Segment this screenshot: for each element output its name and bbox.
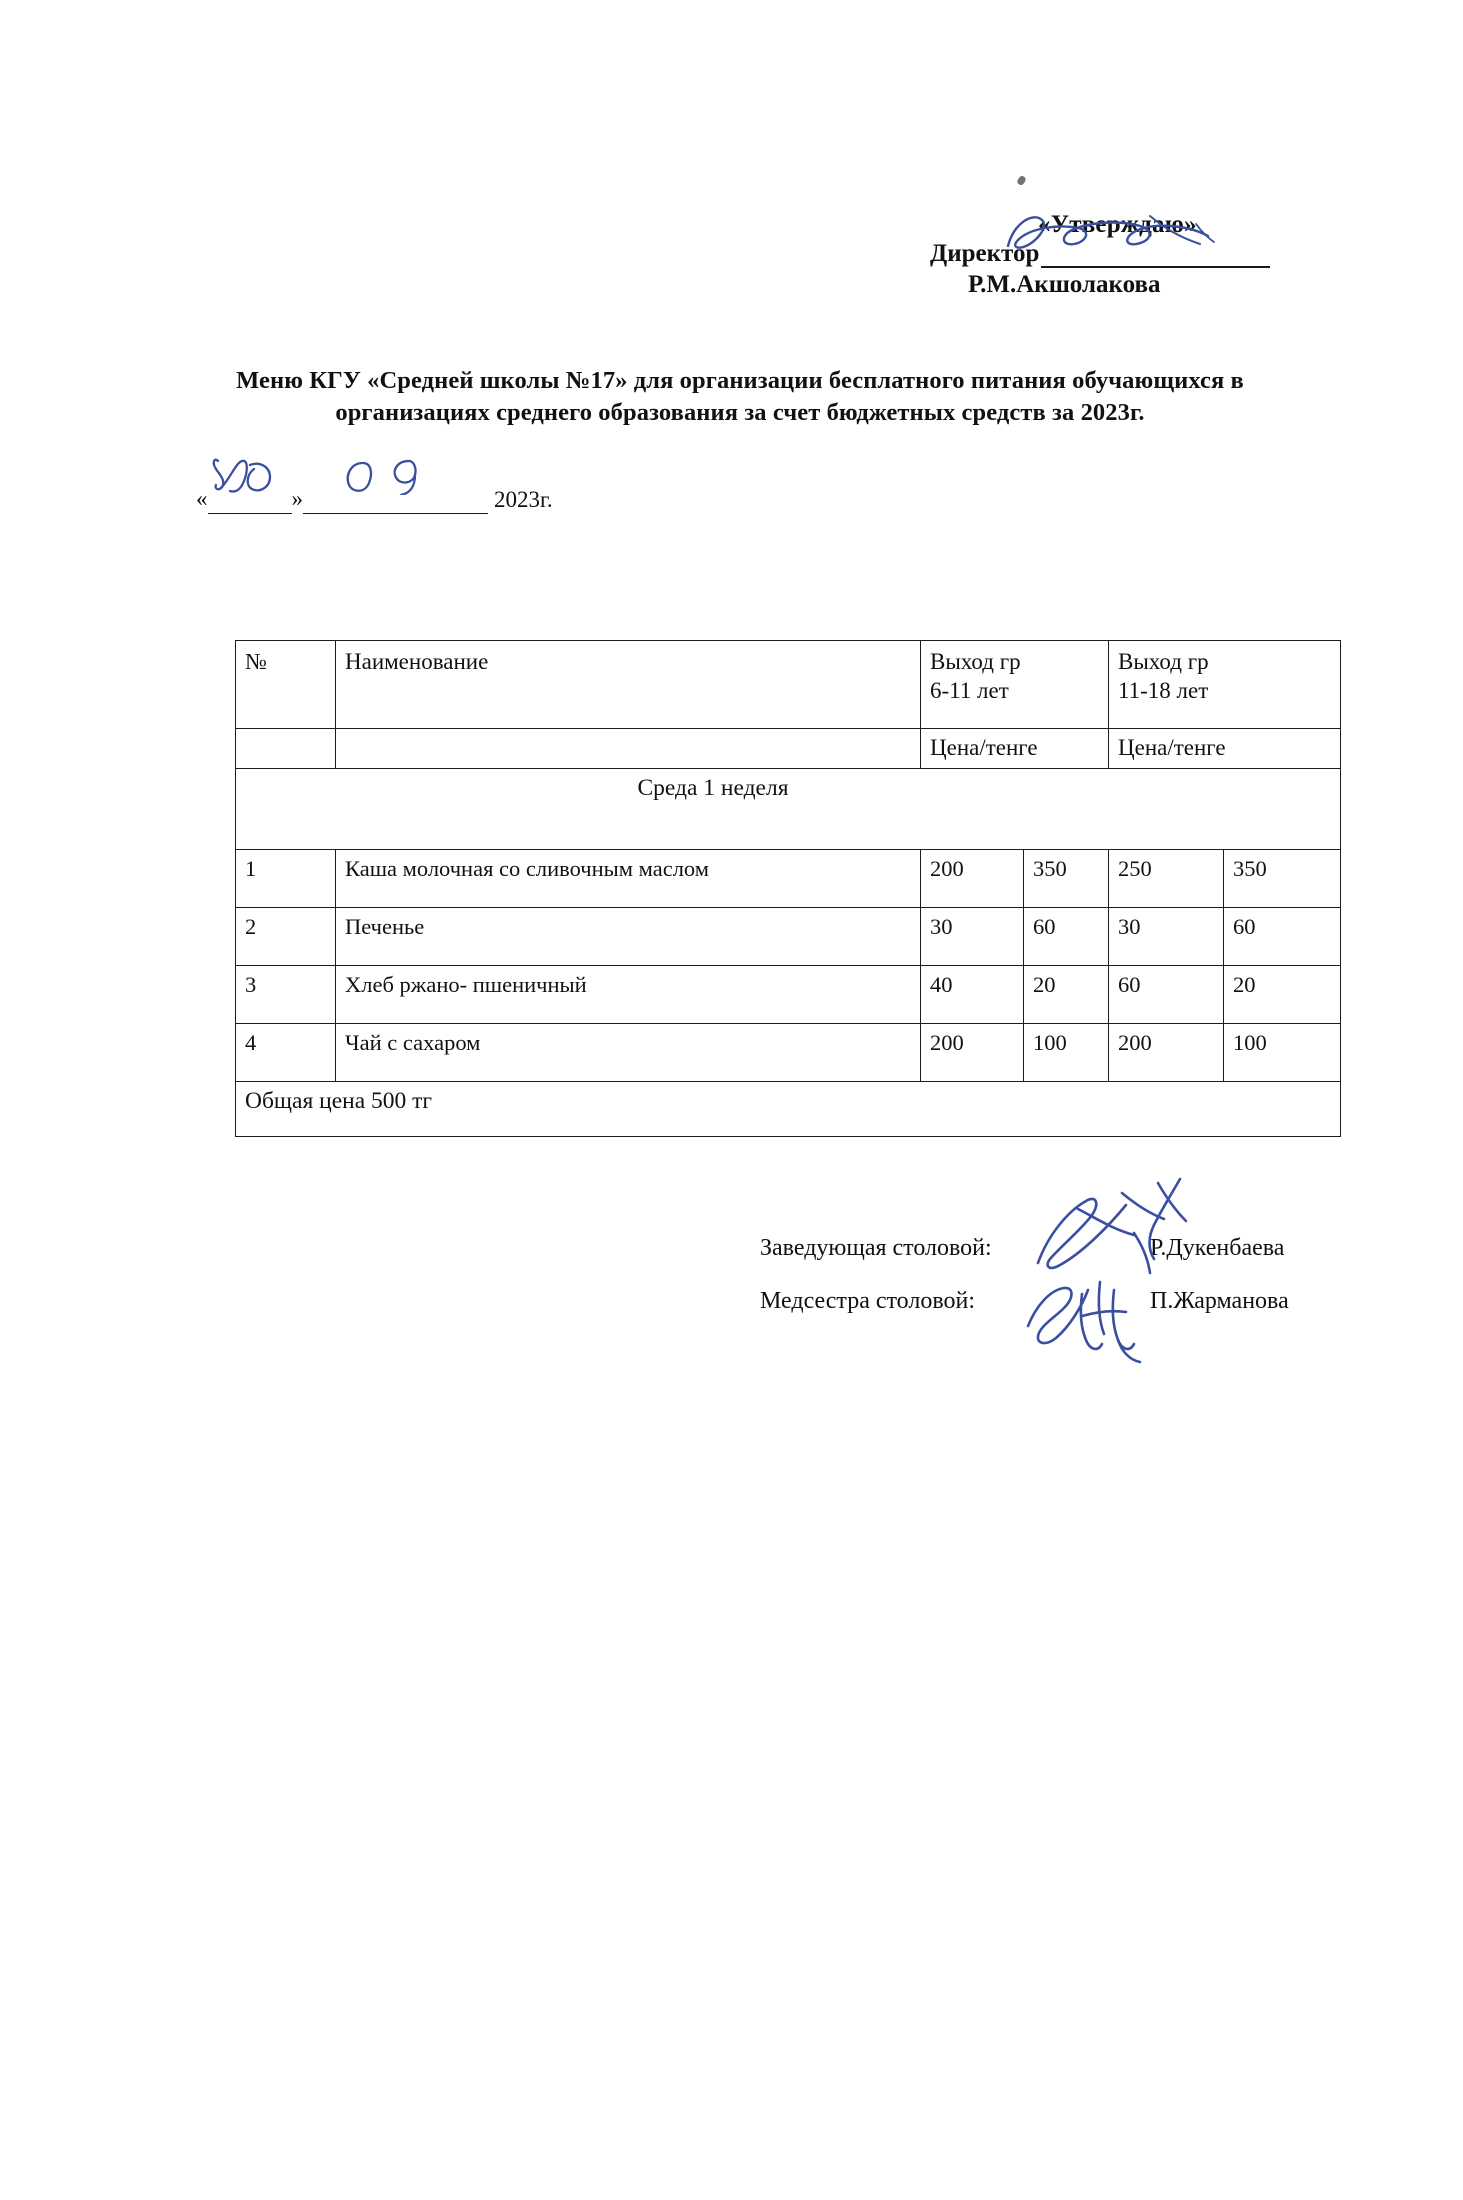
table-total-row [236,1082,1341,1137]
date-close-quote: » [291,486,303,511]
signature-person-name: П.Жарманова [1150,1288,1289,1314]
approval-word: «Утверждаю» [1038,211,1197,238]
table-price-row [236,729,1341,769]
row-price-6-11: 350 [1024,850,1109,908]
signature-person-name: Р.Дукенбаева [1150,1235,1285,1261]
row-price-11-18: 100 [1224,1024,1341,1082]
title-line-3: 2023г. [1080,399,1145,427]
header-name: Наименование [336,641,921,729]
row-price-11-18: 350 [1224,850,1341,908]
table-row [236,966,1341,1024]
row-num: 2 [236,908,336,966]
table-row [236,850,1341,908]
date-line [196,483,553,514]
row-price-11-18: 20 [1224,966,1341,1024]
day-header-label: Среда 1 неделя [637,775,789,801]
row-price-6-11: 60 [1024,908,1109,966]
header-yield-6-11-line2: 6-11 лет [930,678,1009,704]
date-year-label: 2023г. [494,487,553,512]
price-label-11-18: Цена/тенге [1109,729,1341,769]
row-price-6-11: 100 [1024,1024,1109,1082]
row-yield-6-11: 200 [921,850,1024,908]
row-yield-6-11: 30 [921,908,1024,966]
director-label: Директор [930,240,1040,268]
title-line-1: Меню КГУ «Средней школы №17» для организации бесплатного питания [236,367,1066,394]
canteen-manager-signature-icon [1030,1175,1210,1285]
signature-block [760,1235,1400,1341]
row-num: 3 [236,966,336,1024]
total-price-label: Общая цена 500 тг [236,1082,1341,1137]
director-signature-rule [1041,241,1270,268]
row-yield-11-18: 250 [1109,850,1224,908]
row-price-11-18: 60 [1224,908,1341,966]
director-name: Р.М.Акшолакова [968,271,1161,299]
row-yield-6-11: 200 [921,1024,1024,1082]
table-row [236,1024,1341,1082]
header-yield-11-18 [1109,641,1341,729]
signature-row-canteen-nurse [760,1288,1400,1315]
header-yield-6-11-line1: Выход гр [930,649,1021,674]
signature-row-canteen-manager [760,1235,1400,1262]
table-day-header-row [236,769,1341,850]
date-open-quote: « [196,486,208,511]
row-yield-11-18: 60 [1109,966,1224,1024]
row-price-6-11: 20 [1024,966,1109,1024]
date-day-slot[interactable] [208,483,292,514]
price-label-6-11: Цена/тенге [921,729,1109,769]
approval-block [930,212,1270,299]
row-num: 1 [236,850,336,908]
row-num: 4 [236,1024,336,1082]
signature-role-label: Медсестра столовой: [760,1288,976,1314]
row-name: Каша молочная со сливочным маслом [336,850,921,908]
price-row-name-empty [336,729,921,769]
table-header-row [236,641,1341,729]
row-name: Печенье [336,908,921,966]
row-name: Чай с сахаром [336,1024,921,1082]
row-yield-11-18: 200 [1109,1024,1224,1082]
row-name: Хлеб ржано- пшеничный [336,966,921,1024]
date-month-handwriting-icon [303,453,488,495]
row-yield-6-11: 40 [921,966,1024,1024]
scan-speck-artifact [1016,175,1027,186]
date-month-slot[interactable] [303,483,488,514]
document-title [200,365,1280,430]
title-line-2: обучающихся в организациях среднего образования за счет бюджетных средств за [335,367,1244,427]
date-day-handwriting-icon [208,453,292,495]
header-num: № [236,641,336,729]
director-signature-row [930,240,1270,268]
price-row-num-empty [236,729,336,769]
row-yield-11-18: 30 [1109,908,1224,966]
signature-role-label: Заведующая столовой: [760,1235,992,1261]
menu-table [235,640,1341,1137]
header-yield-6-11 [921,641,1109,729]
day-header-cell [236,769,1341,850]
header-yield-11-18-line2: 11-18 лет [1118,678,1209,704]
table-row [236,908,1341,966]
header-yield-11-18-line1: Выход гр [1118,649,1209,674]
